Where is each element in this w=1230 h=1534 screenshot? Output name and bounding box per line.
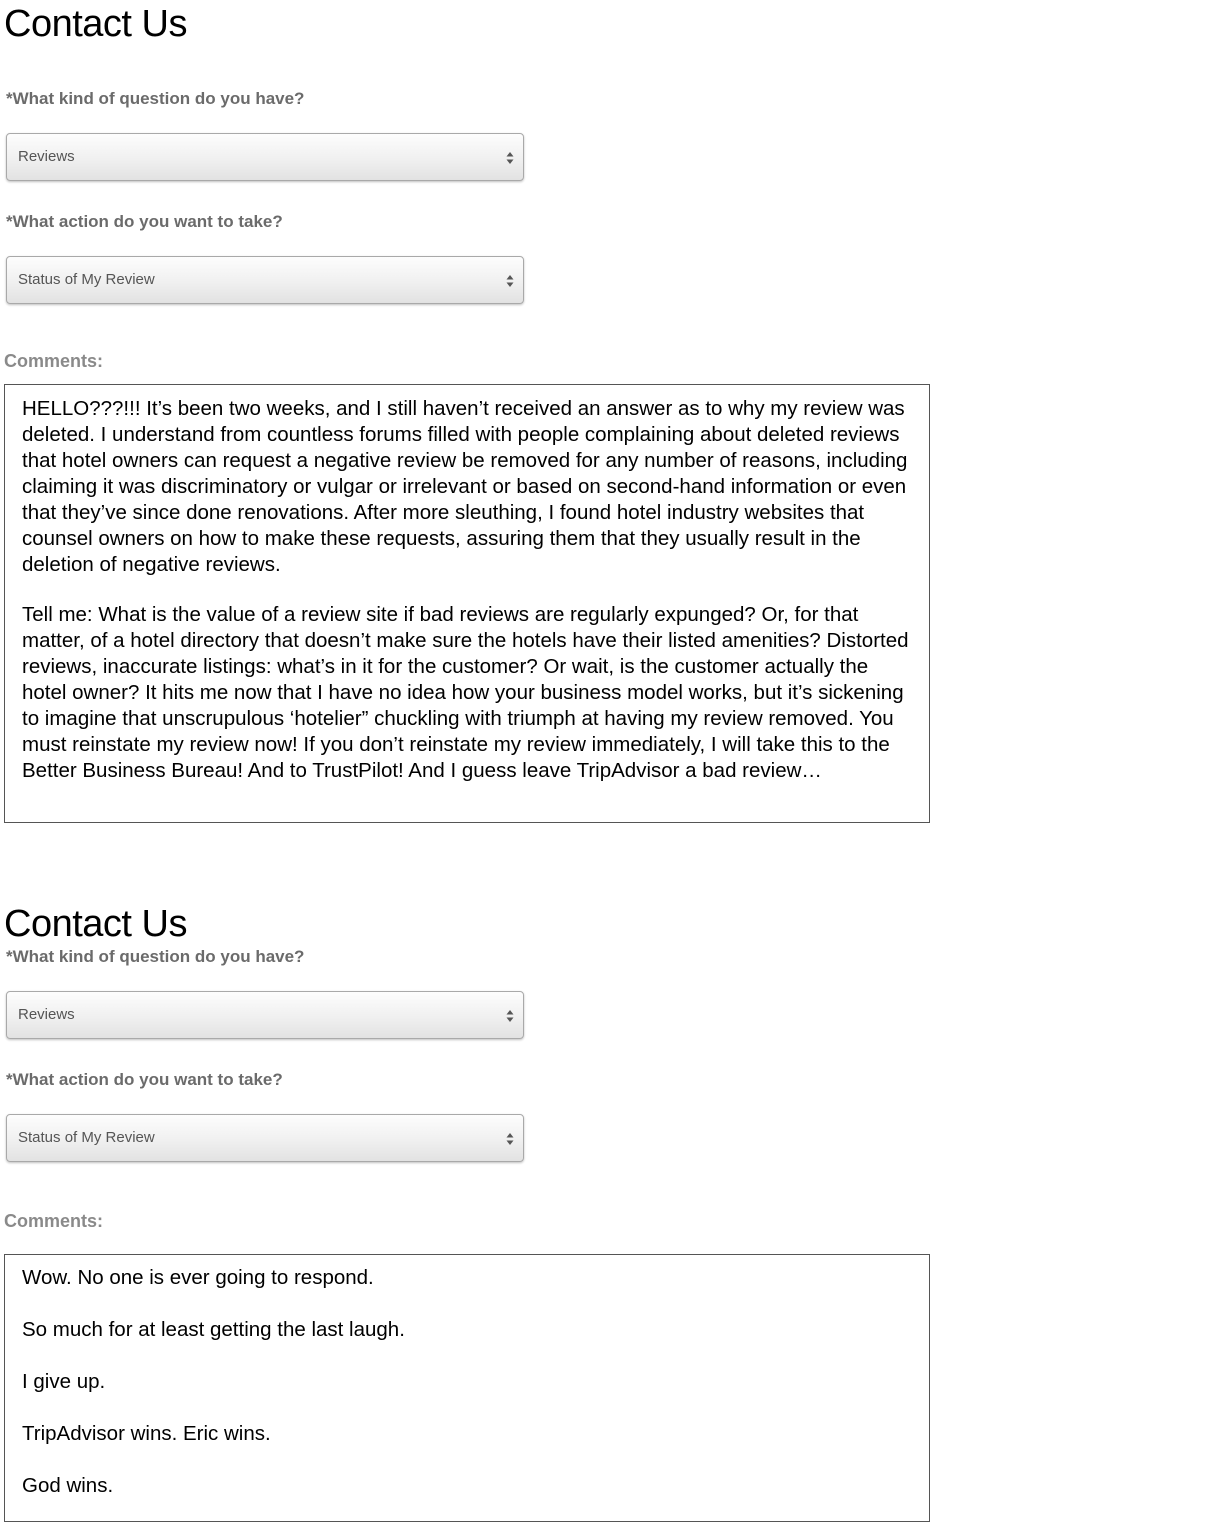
comments-label: Comments: [4, 1211, 104, 1231]
question-type-select[interactable] [6, 991, 524, 1039]
question-type-value: Reviews [18, 148, 75, 165]
comment-paragraph: TripAdvisor wins. Eric wins. [22, 1422, 271, 1445]
comment-paragraph: HELLO???!!! It’s been two weeks, and I still haven’t received an answer as to why my review was deleted. I understand from countless forums filled with people complaining about deleted reviews that hotel owners can request a negative review be removed for any number of reasons, including claiming it was discriminatory or vulgar or irrelevant or based on second-hand information or even that they’ve since done renovations. After more sleuthing, I found hotel industry websites that counsel owners on how to make these requests, assuring them that they usually result in the deletion of negative reviews. [22, 397, 908, 576]
select-arrows-icon [506, 273, 514, 289]
question-type-label: *What kind of question do you have? [6, 947, 305, 966]
select-arrows-icon [506, 150, 514, 166]
select-arrows-icon [506, 1131, 514, 1147]
comment-paragraph: God wins. [22, 1474, 114, 1497]
comments-textarea[interactable] [4, 1254, 930, 1522]
select-arrows-icon [506, 1008, 514, 1024]
question-type-value: Reviews [18, 1006, 75, 1023]
action-value: Status of My Review [18, 271, 155, 288]
action-value: Status of My Review [18, 1129, 155, 1146]
comment-paragraph: So much for at least getting the last laugh. [22, 1318, 405, 1341]
question-type-select[interactable] [6, 133, 524, 181]
comment-paragraph: Wow. No one is ever going to respond. [22, 1266, 374, 1289]
comment-paragraph: I give up. [22, 1370, 106, 1393]
action-select[interactable] [6, 256, 524, 304]
comments-textarea[interactable] [4, 384, 930, 823]
action-label: *What action do you want to take? [6, 212, 283, 231]
page-title: Contact Us [4, 3, 187, 45]
comment-paragraph: Tell me: What is the value of a review site if bad reviews are regularly expunged? Or, for that matter, of a hotel directory that doesn’t make sure the hotels have their listed amenities? Distorted reviews, inaccurate listings: what’s in it for the customer? Or wait, is the customer actually the hotel owner? It hits me now that I have no idea how your business model works, but it’s sickening to imagine that unscrupulous ‘hotelier” chuckling with triumph at having my review removed. You must reinstate my review now! If you don’t reinstate my review immediately, I will take this to the Better Business Bureau! And to TrustPilot! And I guess leave TripAdvisor a bad review… [22, 603, 909, 782]
action-select[interactable] [6, 1114, 524, 1162]
comments-label: Comments: [4, 351, 104, 371]
action-label: *What action do you want to take? [6, 1070, 283, 1089]
page-title: Contact Us [4, 903, 187, 945]
question-type-label: *What kind of question do you have? [6, 89, 305, 108]
